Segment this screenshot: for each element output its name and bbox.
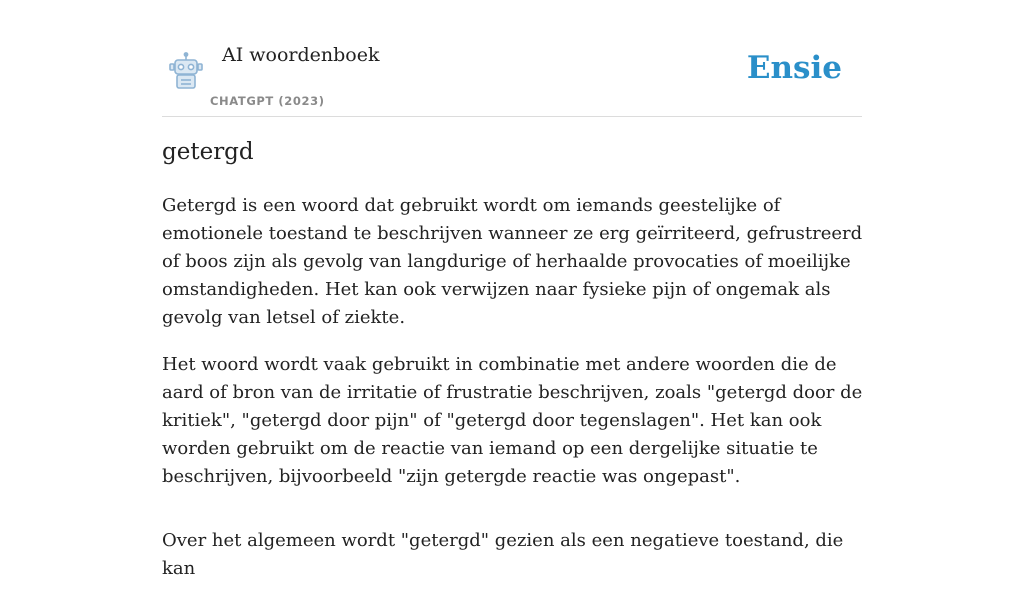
headword: getergd [162, 139, 254, 165]
source-subtitle: CHATGPT (2023) [210, 94, 325, 108]
entry-header [162, 0, 862, 117]
source-title[interactable]: AI woordenboek [222, 44, 380, 66]
definition-paragraph: Over het algemeen wordt "getergd" gezien als een negatieve toestand, die kan [162, 530, 844, 579]
brand-logo[interactable]: Ensie [746, 50, 842, 86]
definition-paragraph: Het woord wordt vaak gebruikt in combinatie met andere woorden die de aard of bron van de irritatie of frustratie beschrijven, zoals "getergd door de kritiek", "getergd door pijn" of "getergd door tegenslagen". Het kan ook worden gebruikt om de reactie van iemand op een dergelijke situatie te beschrijven, bijvoorbeeld "zijn getergde reactie was ongepast". [162, 354, 863, 487]
definition-paragraph: Getergd is een woord dat gebruikt wordt om iemands geestelijke of emotionele toestand te beschrijven wanneer ze erg geïrriteerd, gefrustreerd of boos zijn als gevolg van langdurige of herhaalde provocaties of moeilijke omstandigheden. Het kan ook verwijzen naar fysieke pijn of ongemak als gevolg van letsel of ziekte. [162, 195, 863, 328]
definition-body [162, 192, 867, 602]
robot-icon [166, 52, 206, 90]
